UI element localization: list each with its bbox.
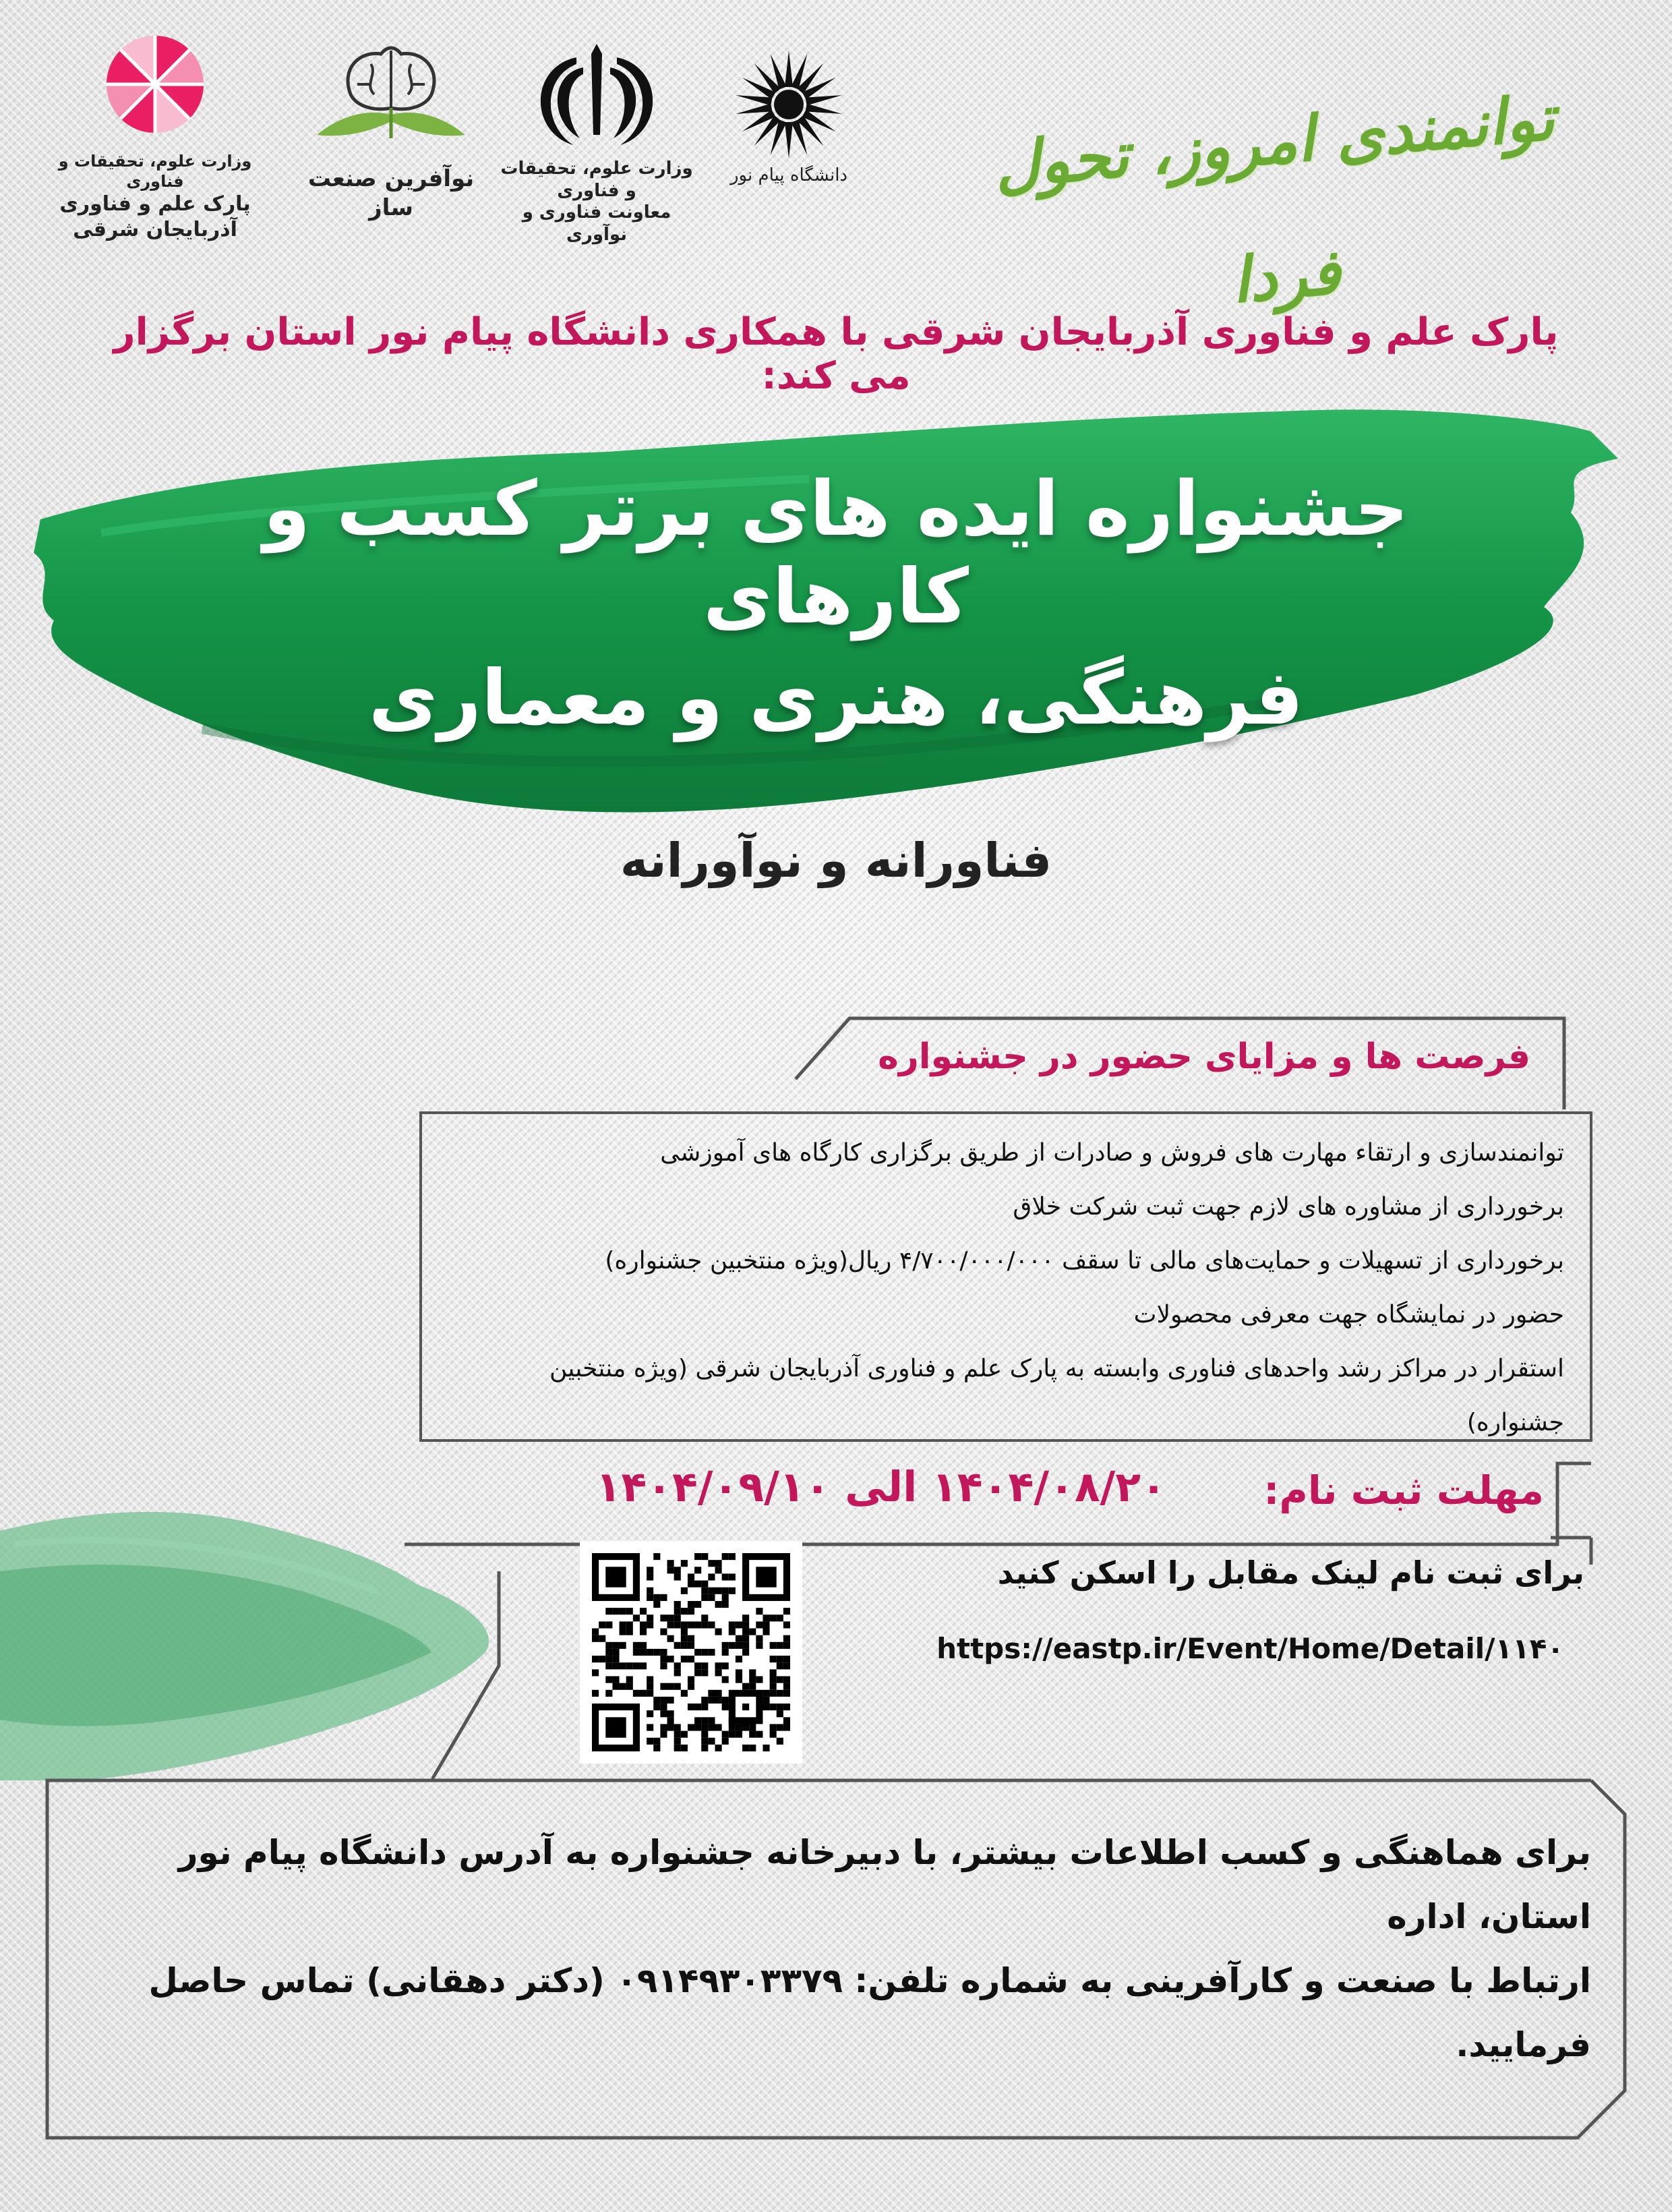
logo-line: نوآفرین صنعت ساز <box>307 165 475 221</box>
qr-code-icon <box>592 1553 790 1751</box>
logo-ministry <box>496 40 698 245</box>
iran-emblem-icon <box>496 40 698 155</box>
benefit-item: حضور در نمایشگاه جهت معرفی محصولات <box>1133 1301 1564 1329</box>
scan-instruction: برای ثبت نام لینک مقابل را اسکن کنید <box>997 1554 1584 1591</box>
noafarin-logo-text <box>297 165 485 222</box>
contact-line: برای هماهنگی و کسب اطلاعات بیشتر، با دبیرخانه جشنواره به آدرس دانشگاه پیام نور استان، اداره <box>178 1833 1591 1936</box>
benefit-item: برخورداری از تسهیلات و حمایت‌های مالی تا سقف ۴/۷۰۰/۰۰۰/۰۰۰ ریال(ویژه منتخبین جشنواره) <box>605 1247 1564 1275</box>
logo-line: دانشگاه پیام نور <box>730 165 847 185</box>
registration-qr-code[interactable] <box>580 1541 802 1764</box>
science-park-logo-icon <box>40 27 270 148</box>
logo-payame-noor <box>725 47 853 216</box>
registration-link[interactable]: https://eastp.ir/Event/Home/Detail/۱۱۴۰ <box>936 1632 1564 1665</box>
benefit-item: برخورداری از مشاوره های لازم جهت ثبت شرکت خلاق <box>1013 1193 1564 1221</box>
logo-line: وزارت علوم، تحقیقات و فناوری <box>58 152 252 191</box>
ministry-logo-text <box>496 158 698 245</box>
festival-title-line2: فرهنگی، هنری و معماری <box>368 654 1304 742</box>
benefits-list <box>445 1126 1564 1436</box>
deadline-label: مهلت ثبت نام: <box>1263 1467 1544 1513</box>
slogan: توانمندی امروز، تحول فردا <box>991 80 1557 318</box>
benefits-heading: فرصت ها و مزایای حضور در جشنواره <box>878 1037 1530 1077</box>
festival-title-line1: جشنواره ایده های برتر کسب و کارهای <box>263 465 1409 641</box>
science-park-logo-text <box>40 151 270 242</box>
payame-noor-logo-text <box>725 165 853 187</box>
logo-line: وزارت علوم، تحقیقات و فناوری <box>500 158 693 201</box>
organizer-line: پارک علم و فناوری آذربایجان شرقی با همکاری دانشگاه پیام نور استان برگزار می کند: <box>113 310 1559 398</box>
logo-line: معاونت فناوری و نوآوری <box>522 202 671 245</box>
festival-subtitle: فناورانه و نوآورانه <box>620 833 1052 888</box>
benefit-item: توانمندسازی و ارتقاء مهارت های فروش و صادرات از طریق برگزاری کارگاه های آموزشی <box>660 1139 1564 1167</box>
contact-info <box>94 1821 1591 2077</box>
contact-line: ارتباط با صنعت و کارآفرینی به شماره تلفن: ۰۹۱۴۹۳۰۳۳۷۹ (دکتر دهقانی) تماس حاصل فرمایید. <box>148 1961 1591 2064</box>
deadline-dates: ۱۴۰۴/۰۸/۲۰ الی ۱۴۰۴/۰۹/۱۰ <box>595 1462 1166 1511</box>
brain-leaf-icon <box>297 40 485 162</box>
logo-science-park <box>40 27 270 243</box>
logo-line: پارک علم و فناوری آذربایجان شرقی <box>59 192 251 241</box>
logo-noafarin <box>297 40 485 223</box>
payame-noor-logo-icon <box>725 47 853 162</box>
benefit-item: استقرار در مراکز رشد واحدهای فناوری وابسته به پارک علم و فناوری آذربایجان شرقی (ویژه منتخبین جشنواره) <box>549 1355 1564 1436</box>
